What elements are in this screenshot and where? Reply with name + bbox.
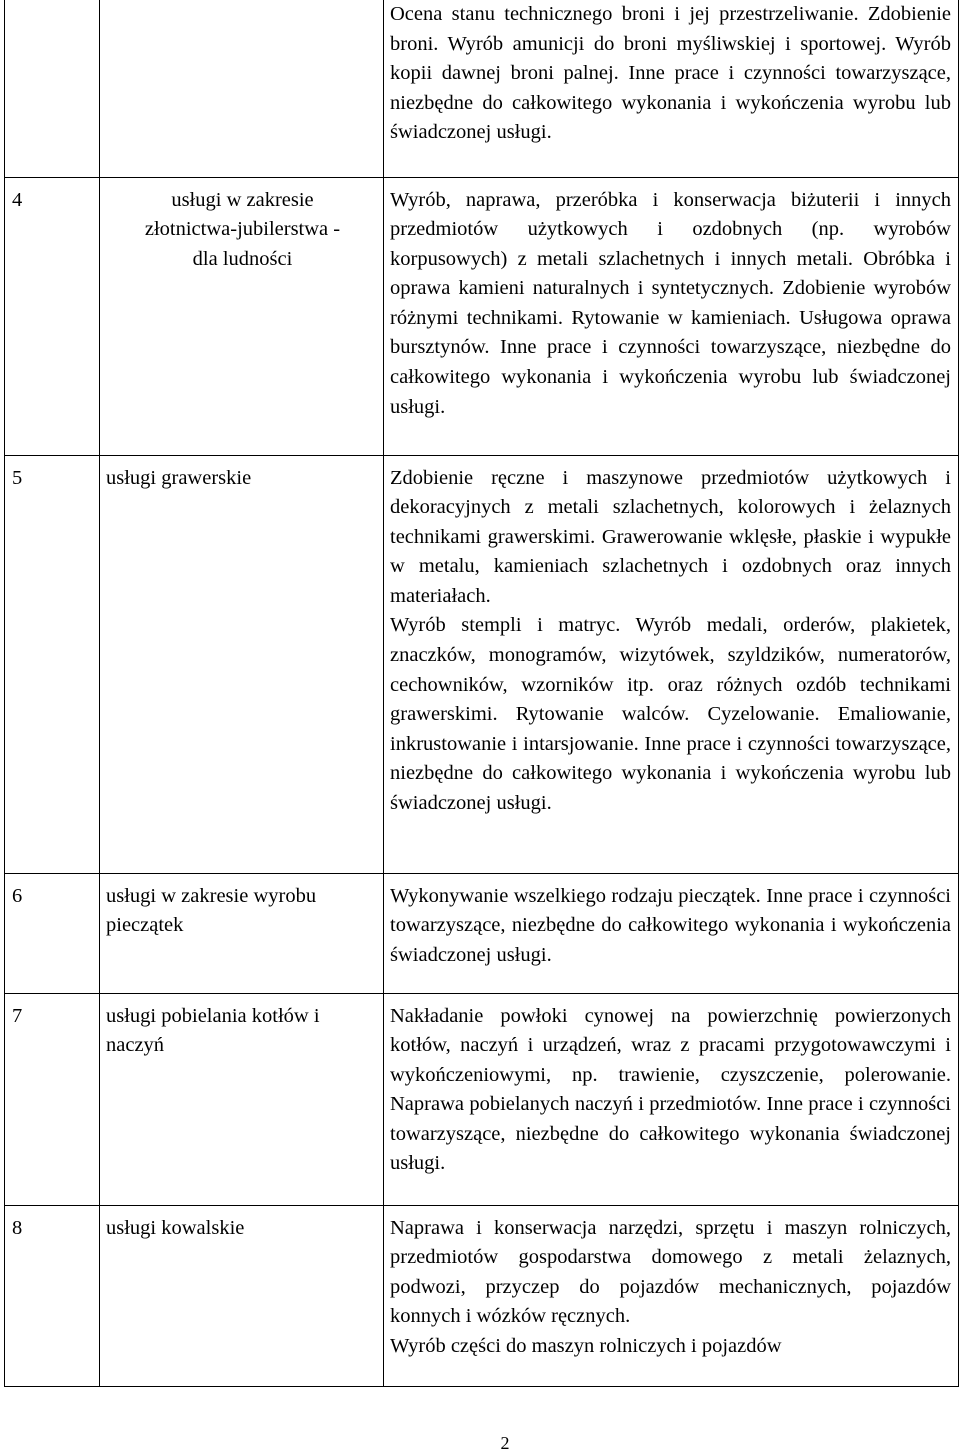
description-paragraph: Ocena stanu technicznego broni i jej przestrzeliwanie. Zdobienie broni. Wyrób amunicji do broni myśliwskiej i sportowej. Wyrób kopii dawnej broni palnej. Inne prace i czynności towarzyszące, niezbędne do całkowitego wykonania i wykończenia wyrobu lub świadczonej usługi. <box>390 3 951 144</box>
description-paragraph: Wykonywanie wszelkiego rodzaju pieczątek. Inne prace i czynności towarzyszące, niezbędne do całkowitego wykonania i wykończenia świadczonej usługi. <box>390 884 951 966</box>
row-number: 4 <box>12 188 23 211</box>
description-paragraph: Wyrób części do maszyn rolniczych i pojazdów <box>390 1334 782 1357</box>
row-description-cell <box>384 873 959 993</box>
row-description-cell <box>384 993 959 1205</box>
row-name-line: usługi pobielania kotłów i <box>106 1004 320 1027</box>
row-number: 7 <box>12 1004 23 1027</box>
row-description-cell <box>384 1205 959 1386</box>
row-name-cell <box>100 1205 384 1386</box>
row-description-cell <box>384 455 959 873</box>
row-name-line: złotnictwa-jubilerstwa - <box>144 218 341 241</box>
row-name-cell <box>100 0 384 177</box>
table-row <box>5 455 959 873</box>
row-number: 5 <box>12 466 23 489</box>
row-number-cell <box>5 873 100 993</box>
row-number-cell <box>5 1205 100 1386</box>
description-paragraph: Wyrób, naprawa, przeróbka i konserwacja biżuterii i innych przedmiotów użytkowych i ozdobnych (np. wyrobów korpusowych) z metali szlachetnych i innych metali. Obróbka i oprawa kamieni naturalnych i syntetycznych. Zdobienie wyrobów różnymi technikami. Rytowanie w kamieniach. Usługowa oprawa bursztynów. Inne prace i czynności towarzyszące, niezbędne do całkowitego wykonania i wykończenia wyrobu lub świadczonej usługi. <box>390 188 951 418</box>
row-description-cell <box>384 177 959 455</box>
table-row <box>5 993 959 1205</box>
row-description-cell <box>384 0 959 177</box>
row-name-line: dla ludności <box>192 247 293 270</box>
row-name-cell <box>100 993 384 1205</box>
row-name-cell <box>100 177 384 455</box>
row-number-cell <box>5 455 100 873</box>
description-paragraph: Zdobienie ręczne i maszynowe przedmiotów użytkowych i dekoracyjnych z metali szlachetnych, kolorowych i żelaznych technikami grawerskimi. Grawerowanie wklęsłe, płaskie i wypukłe w metalu, kamieniach szlachetnych i ozdobnych oraz innych materiałach. <box>390 466 951 607</box>
table-row <box>5 873 959 993</box>
table-row <box>5 177 959 455</box>
row-name-line: usługi w zakresie <box>171 188 314 211</box>
table-row <box>5 1205 959 1386</box>
row-name-line: pieczątek <box>106 914 184 937</box>
row-name-line: usługi grawerskie <box>106 466 252 489</box>
row-number-cell <box>5 993 100 1205</box>
row-name-line: naczyń <box>106 1034 165 1057</box>
row-name-cell <box>100 873 384 993</box>
description-paragraph: Wyrób stempli i matryc. Wyrób medali, orderów, plakietek, znaczków, monogramów, wizytówek, szyldzików, numeratorów, cechowników, wzorników itp. oraz różnych ozdób technikami grawerskimi. Rytowanie walców. Cyzelowanie. Emaliowanie, inkrustowanie i intarsjowanie. Inne prace i czynności towarzyszące, niezbędne do całkowitego wykonania i wykończenia wyrobu lub świadczonej usługi. <box>390 614 951 815</box>
services-table <box>4 0 959 1387</box>
description-paragraph: Nakładanie powłoki cynowej na powierzchnię powierzonych kotłów, naczyń i urządzeń, wraz z pracami przygotowawczymi i wykończeniowymi, np. trawienie, czyszczenie, polerowanie. Naprawa pobielanych naczyń i przedmiotów. Inne prace i czynności towarzyszące, niezbędne do całkowitego wykonania świadczonej usługi. <box>390 1004 951 1175</box>
row-number: 6 <box>12 884 23 907</box>
row-name-cell <box>100 455 384 873</box>
row-name-line: usługi w zakresie wyrobu <box>106 884 317 907</box>
table-row <box>5 0 959 177</box>
row-number-cell <box>5 0 100 177</box>
description-paragraph: Naprawa i konserwacja narzędzi, sprzętu i maszyn rolniczych, przedmiotów gospodarstwa domowego z metali żelaznych, podwozi, przyczep do pojazdów mechanicznych, pojazdów konnych i wózków ręcznych. <box>390 1216 951 1328</box>
row-name-line: usługi kowalskie <box>106 1216 245 1239</box>
row-number: 8 <box>12 1216 23 1239</box>
page-number: 2 <box>500 1433 510 1453</box>
row-number-cell <box>5 177 100 455</box>
